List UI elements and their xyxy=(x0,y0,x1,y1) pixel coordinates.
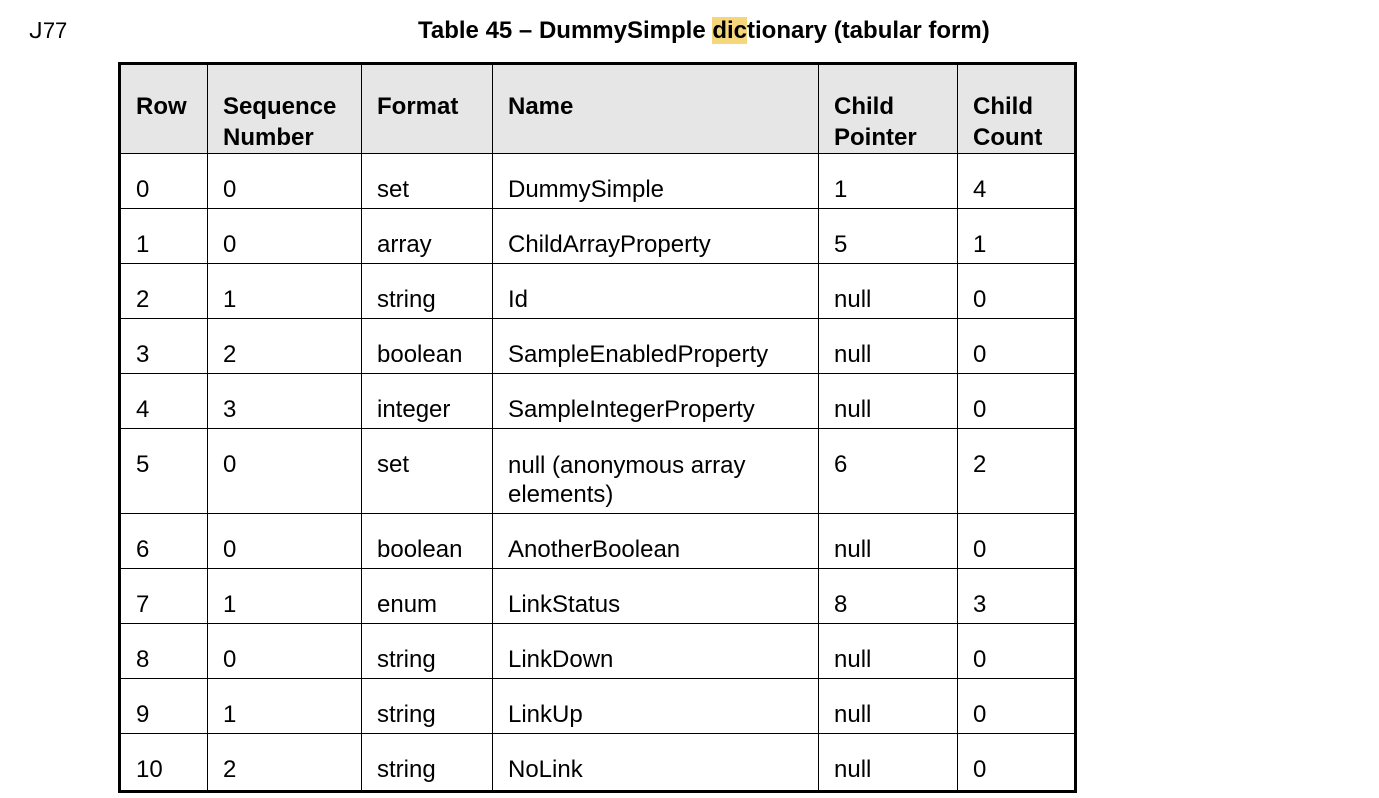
table-row xyxy=(120,569,1076,624)
header-label: Format xyxy=(377,93,459,120)
cell-format: enum xyxy=(362,569,493,624)
table-row xyxy=(120,624,1076,679)
header-label-second-line: Number xyxy=(223,124,314,151)
cell-sequence-number: 1 xyxy=(208,264,362,319)
table-row xyxy=(120,374,1076,429)
cell-child-count: 0 xyxy=(958,319,1076,374)
cell-child-pointer: 8 xyxy=(819,569,958,624)
header-label: Row xyxy=(136,93,187,120)
header-sequence-number xyxy=(208,64,362,154)
cell-sequence-number: 0 xyxy=(208,624,362,679)
cell-child-count: 4 xyxy=(958,154,1076,209)
cell-child-pointer: null xyxy=(819,734,958,792)
cell-sequence-number: 0 xyxy=(208,154,362,209)
line-number: ᒍ77 xyxy=(29,18,68,43)
cell-name: Id xyxy=(493,264,819,319)
cell-format: string xyxy=(362,264,493,319)
cell-child-count: 0 xyxy=(958,374,1076,429)
cell-name-line-1: null (anonymous array xyxy=(508,452,746,479)
table-caption xyxy=(418,17,990,45)
cell-name: AnotherBoolean xyxy=(493,514,819,569)
table-row xyxy=(120,514,1076,569)
cell-child-pointer: null xyxy=(819,374,958,429)
cell-name: SampleIntegerProperty xyxy=(493,374,819,429)
cell-child-count: 0 xyxy=(958,734,1076,792)
cell-sequence-number: 1 xyxy=(208,569,362,624)
cell-format: boolean xyxy=(362,514,493,569)
cell-sequence-number: 0 xyxy=(208,514,362,569)
cell-format: string xyxy=(362,734,493,792)
cell-child-pointer: null xyxy=(819,679,958,734)
table-row xyxy=(120,209,1076,264)
header-child-count xyxy=(958,64,1076,154)
cell-name: LinkUp xyxy=(493,679,819,734)
header-label: Child xyxy=(834,93,894,120)
cell-name: ChildArrayProperty xyxy=(493,209,819,264)
cell-sequence-number: 2 xyxy=(208,734,362,792)
cell-format: string xyxy=(362,679,493,734)
header-label-second-line: Count xyxy=(973,124,1043,151)
cell-child-pointer: 5 xyxy=(819,209,958,264)
cell-child-pointer: null xyxy=(819,264,958,319)
cell-child-count: 0 xyxy=(958,514,1076,569)
cell-name: SampleEnabledProperty xyxy=(493,319,819,374)
cell-format: boolean xyxy=(362,319,493,374)
header-label: Name xyxy=(508,93,574,120)
cell-child-pointer: null xyxy=(819,624,958,679)
cell-sequence-number: 1 xyxy=(208,679,362,734)
cell-row: 4 xyxy=(120,374,208,429)
cell-format: set xyxy=(362,154,493,209)
caption-text-start: Table 45 – DummySimple xyxy=(418,17,713,44)
table-row xyxy=(120,679,1076,734)
header-name xyxy=(493,64,819,154)
cell-child-count: 0 xyxy=(958,264,1076,319)
cell-child-count: 3 xyxy=(958,569,1076,624)
search-highlight: dic xyxy=(712,17,748,44)
header-label: Child xyxy=(973,93,1033,120)
cell-child-count: 0 xyxy=(958,624,1076,679)
header-format xyxy=(362,64,493,154)
cell-format: integer xyxy=(362,374,493,429)
cell-row: 7 xyxy=(120,569,208,624)
cell-format: set xyxy=(362,429,493,514)
table-row xyxy=(120,264,1076,319)
cell-row: 2 xyxy=(120,264,208,319)
caption-text-end: tionary (tabular form) xyxy=(747,17,990,44)
cell-row: 8 xyxy=(120,624,208,679)
cell-child-count: 2 xyxy=(958,429,1076,514)
cell-child-pointer: 6 xyxy=(819,429,958,514)
cell-row: 6 xyxy=(120,514,208,569)
cell-child-pointer: null xyxy=(819,514,958,569)
cell-sequence-number: 0 xyxy=(208,209,362,264)
header-row xyxy=(120,64,208,154)
cell-name: LinkStatus xyxy=(493,569,819,624)
cell-row: 1 xyxy=(120,209,208,264)
cell-row: 9 xyxy=(120,679,208,734)
cell-format: string xyxy=(362,624,493,679)
cell-sequence-number: 2 xyxy=(208,319,362,374)
cell-child-pointer: 1 xyxy=(819,154,958,209)
cell-name: NoLink xyxy=(493,734,819,792)
header-child-pointer xyxy=(819,64,958,154)
table-row xyxy=(120,734,1076,792)
cell-name: DummySimple xyxy=(493,154,819,209)
cell-name: LinkDown xyxy=(493,624,819,679)
cell-row: 10 xyxy=(120,734,208,792)
cell-child-count: 0 xyxy=(958,679,1076,734)
cell-child-count: 1 xyxy=(958,209,1076,264)
cell-row: 3 xyxy=(120,319,208,374)
cell-name-line-2: elements) xyxy=(508,481,614,508)
cell-child-pointer: null xyxy=(819,319,958,374)
dictionary-table xyxy=(118,62,1077,793)
table-row xyxy=(120,319,1076,374)
header-label: Sequence xyxy=(223,93,337,120)
cell-sequence-number: 0 xyxy=(208,429,362,514)
cell-sequence-number: 3 xyxy=(208,374,362,429)
table-row xyxy=(120,154,1076,209)
header-label-second-line: Pointer xyxy=(834,124,917,151)
table-row xyxy=(120,429,1076,514)
table-header-row xyxy=(120,64,1076,154)
cell-name xyxy=(493,429,819,514)
cell-format: array xyxy=(362,209,493,264)
cell-row: 5 xyxy=(120,429,208,514)
cell-row: 0 xyxy=(120,154,208,209)
